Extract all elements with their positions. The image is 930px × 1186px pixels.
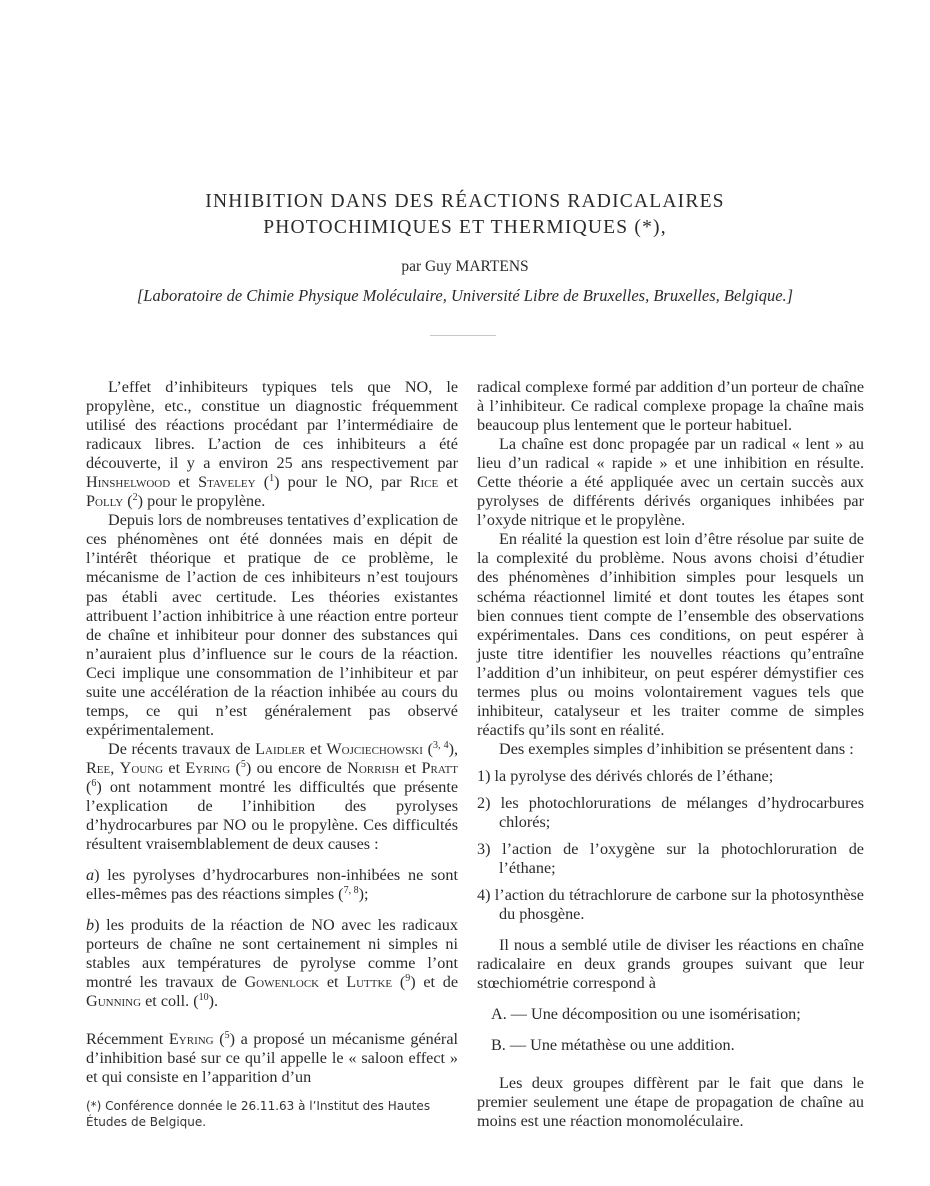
cause-a: a) les pyrolyses d’hydrocarbures non-inhibées ne sont elles-mêmes pas des réactions simples ($^{7, 8}$); [86, 866, 458, 904]
cause-b: b) les produits de la réaction de NO avec les radicaux porteurs de chaîne ne sont certainement ni simples ni stables aux températures de pyrolyse comme l’ont montré les travaux de Gowenlock et Luttke ($^9$) et de Gunning et coll. ($^{10}$). [86, 916, 459, 1011]
group-b: B. — Une métathèse ou une addition. [491, 1036, 735, 1055]
list-item: 4) l’action du tétrachlorure de carbone sur la photosynthèse du phosgène. [477, 886, 864, 924]
paragraph-difference: Les deux groupes diffèrent par le fait que dans le premier seulement une étape de propagation de chaîne au moins est une réaction monomoléculaire. [477, 1073, 864, 1130]
paragraph-complex-radical: radical complexe formé par addition d’un porteur de chaîne à l’inhibiteur. Ce radical complexe propage la chaîne mais beaucoup plus lentement que le porteur habituel. [477, 378, 864, 435]
author-byline: par Guy MARTENS [401, 258, 529, 275]
paragraph-eyring: Récemment Eyring ($^5$) a proposé un mécanisme général d’inhibition basé sur ce qu’il appelle le « saloon effect » et qui consiste en l’apparition d’un [86, 1029, 459, 1086]
group-a: A. — Une décomposition ou une isomérisation; [491, 1005, 801, 1024]
paragraph-recent-work: De récents travaux de Laidler et Wojciechowski ($^{3, 4}$), Ree, Young et Eyring ($^5$) ou encore de Norrish et Pratt ($^6$) ont notamment montré les difficultés que présente l’explication de l’inhibition des pyrolyses d’hydrocarbures par NO ou le propylène. Ces difficultés résultent vraisemblablement de deux causes : [86, 739, 459, 854]
article-title-line-2: PHOTOCHIMIQUES ET THERMIQUES (*), [263, 217, 667, 238]
paragraph-reality: En réalité la question est loin d’être résolue par suite de la complexité du problème. Nous avons choisi d’étudier des phénomènes d’inhibition simples pour lesquels un schéma réactionnel limité et dont toutes les étapes sont bien connues tient compte de l’ensemble des observations expérimentales. Dans ces conditions, on peut espérer à juste titre identifier les nouvelles réactions qu’entraîne l’addition d’un inhibiteur, on peut espérer démystifier ces termes plus ou moins volontairement vagues tels que inhibiteur, catalyseur et les traiter comme de simples réactifs qu’ils sont en réalité. [477, 530, 864, 739]
footnote: (*) Conférence donnée le 26.11.63 à l’Institut des Hautes Études de Belgique. [86, 1099, 431, 1129]
paragraph-groups: Il nous a semblé utile de diviser les réactions en chaîne radicalaire en deux grands groupes suivant que leur stœchiométrie correspond à [477, 936, 864, 993]
list-item: 2) les photochlorurations de mélanges d’hydrocarbures chlorés; [477, 793, 864, 832]
paragraph-examples: Des exemples simples d’inhibition se présentent dans : [499, 739, 854, 758]
list-item: 1) la pyrolyse des dérivés chlorés de l’éthane; [477, 766, 774, 785]
separator-rule [430, 335, 496, 336]
author-affiliation: [Laboratoire de Chimie Physique Moléculaire, Université Libre de Bruxelles, Bruxelles, Belgique.] [136, 286, 794, 305]
article-title-line-1: INHIBITION DANS DES RÉACTIONS RADICALAIRES [205, 191, 725, 212]
paragraph-intro: L’effet d’inhibiteurs typiques tels que NO, le propylène, etc., constitue un diagnostic fréquemment utilisé des réactions procédant par l’intermédiaire de radicaux libres. L’action de ces inhibiteurs a été découverte, il y a environ 25 ans respectivement par Hinshelwood et Staveley ($^1$) pour le NO, par Rice et Polly ($^2$) pour le propylène. [86, 378, 459, 511]
left-column [86, 378, 458, 1087]
list-item: 3) l’action de l’oxygène sur la photochloruration de l’éthane; [477, 840, 864, 878]
paragraph-theories: Depuis lors de nombreuses tentatives d’explication de ces phénomènes ont été données mais en dépit de l’intérêt théorique et pratique de ce problème, le mécanisme de l’action de ces inhibiteurs n’est toujours pas établi avec certitude. Les théories existantes attribuent l’action inhibitrice à une réaction entre porteur de chaîne et inhibiteur pour donner des substances qui n’auraient plus d’influence sur le cours de la réaction. Ceci implique une consommation de l’inhibiteur et par suite une accélération de la réaction inhibée au cours du temps, ce qui n’est généralement pas observé expérimentalement. [86, 511, 458, 739]
right-column [477, 378, 864, 1131]
paragraph-slow-radical: La chaîne est donc propagée par un radical « lent » au lieu d’un radical « rapide » et une inhibition en résulte. Cette théorie a été appliquée avec un certain succès aux pyrolyses de différents dérivés organiques inhibées par l’oxyde nitrique et le propylène. [477, 435, 864, 530]
